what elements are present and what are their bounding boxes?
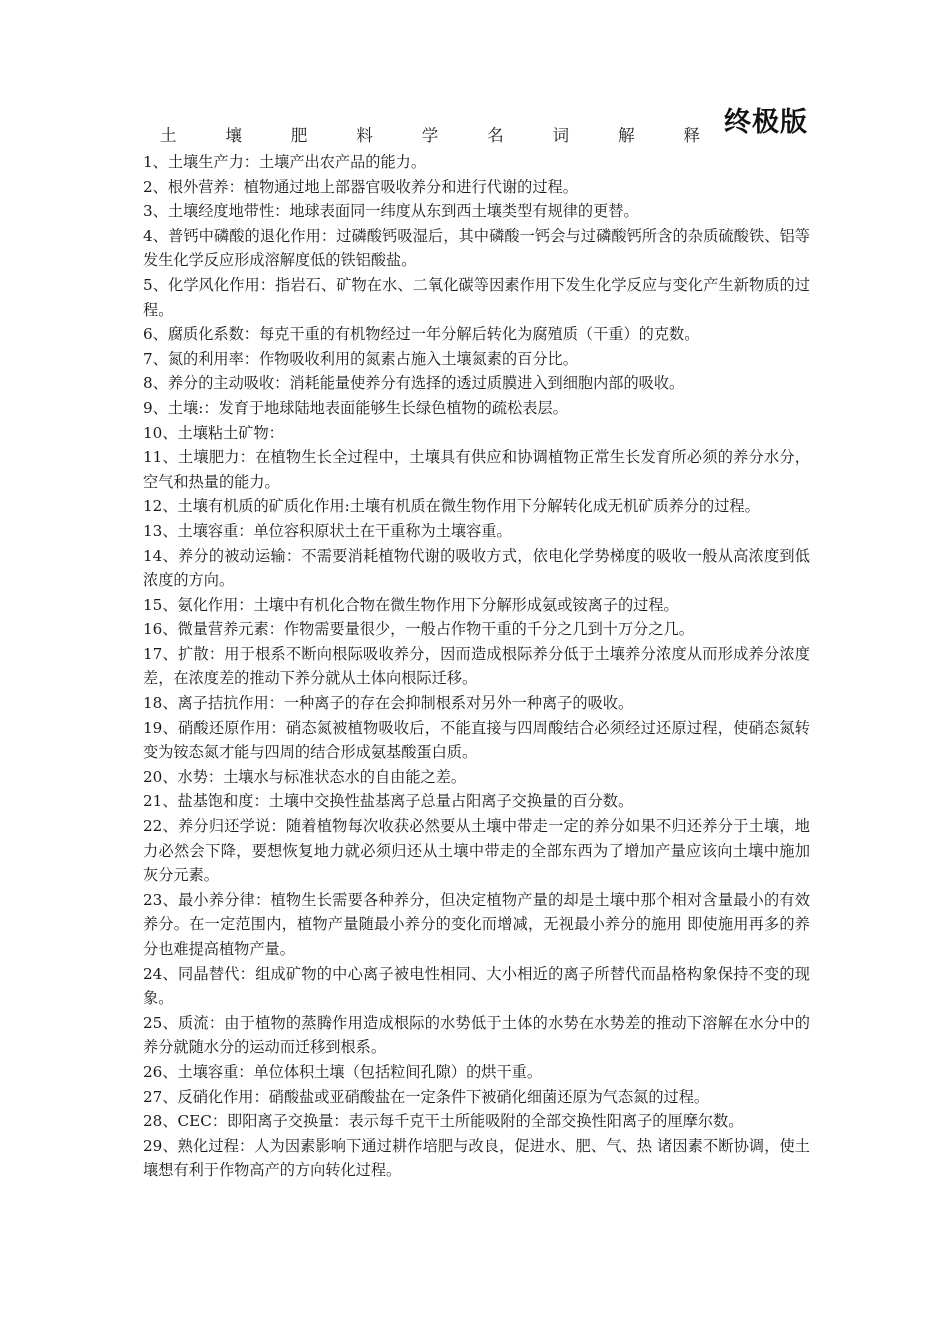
term-entry: 12、土壤有机质的矿质化作用:土壤有机质在微生物作用下分解转化成无机矿质养分的过程。 [143, 497, 760, 516]
term-entry: 21、盐基饱和度：土壤中交换性盐基离子总量占阳离子交换量的百分数。 [143, 792, 634, 811]
term-entry: 18、离子拮抗作用：一种离子的存在会抑制根系对另外一种离子的吸收。 [143, 694, 634, 713]
term-entry: 23、最小养分律：植物生长需要各种养分，但决定植物产量的却是土壤中那个相对含量最小的有效养分。在一定范围内，植物产量随最小养分的变化而增减，无视最小养分的施用 即使施用再多的养分也难提高植物产量。 [143, 890, 810, 958]
term-entry: 13、土壤容重：单位容积原状土在干重称为土壤容重。 [143, 521, 512, 540]
term-entry: 28、CEC：即阳离子交换量：表示每千克干土所能吸附的全部交换性阳离子的厘摩尔数。 [143, 1112, 744, 1131]
term-entry: 14、养分的被动运输：不需要消耗植物代谢的吸收方式，依电化学势梯度的吸收一般从高浓度到低浓度的方向。 [143, 546, 810, 590]
term-entry: 19、硝酸还原作用：硝态氮被植物吸收后，不能直接与四周酸结合必须经过还原过程，使硝态氮转变为铵态氮才能与四周的结合形成氨基酸蛋白质。 [143, 718, 810, 762]
term-entry: 16、微量营养元素：作物需要量很少，一般占作物干重的千分之几到十万分之几。 [143, 620, 694, 639]
term-entry: 24、同晶替代：组成矿物的中心离子被电性相同、大小相近的离子所替代而晶格构象保持不变的现象。 [143, 964, 810, 1008]
title-char: 土 [160, 126, 177, 145]
title-char: 肥 [290, 126, 308, 145]
term-entry: 1、土壤生产力：土壤产出农产品的能力。 [143, 153, 427, 171]
term-entry: 3、土壤经度地带性：地球表面同一纬度从东到西土壤类型有规律的更替。 [143, 202, 639, 221]
term-entry: 6、腐质化系数：每克干重的有机物经过一年分解后转化为腐殖质（干重）的克数。 [143, 325, 700, 344]
document-title [160, 122, 700, 146]
term-entry: 5、化学风化作用：指岩石、矿物在水、二氧化碳等因素作用下发生化学反应与变化产生新物质的过程。 [143, 275, 810, 319]
term-entry: 15、氨化作用：土壤中有机化合物在微生物作用下分解形成氨或铵离子的过程。 [143, 595, 679, 614]
term-entry: 4、普钙中磷酸的退化作用：过磷酸钙吸湿后，其中磷酸一钙会与过磷酸钙所含的杂质硫酸铁、铝等发生化学反应形成溶解度低的铁铝酸盐。 [143, 226, 810, 270]
title-char: 料 [356, 126, 373, 145]
term-entry: 2、根外营养：植物通过地上部器官吸收养分和进行代谢的过程。 [143, 177, 578, 196]
version-stamp: 终极版 [724, 107, 808, 138]
term-entry: 9、土壤:：发育于地球陆地表面能够生长绿色植物的疏松表层。 [143, 398, 568, 417]
term-entry: 11、土壤肥力：在植物生长全过程中，土壤具有供应和协调植物正常生长发育所必须的养分水分，空气和热量的能力。 [143, 448, 810, 491]
term-entry: 8、养分的主动吸收：消耗能量使养分有选择的透过质膜进入到细胞内部的吸收。 [143, 374, 685, 393]
title-char: 名 [487, 126, 504, 145]
term-entry: 27、反硝化作用：硝酸盐或亚硝酸盐在一定条件下被硝化细菌还原为气态氮的过程。 [143, 1087, 710, 1106]
entry-list [143, 150, 810, 1183]
term-entry: 20、水势：土壤水与标准状态水的自由能之差。 [143, 767, 467, 786]
term-entry: 7、氮的利用率：作物吸收利用的氮素占施入土壤氮素的百分比。 [143, 349, 578, 368]
term-entry: 10、土壤粘土矿物： [143, 423, 284, 442]
term-entry: 25、质流：由于植物的蒸腾作用造成根际的水势低于土体的水势在水势差的推动下溶解在水分中的养分就随水分的运动而迁移到根系。 [143, 1013, 810, 1057]
title-char: 学 [421, 126, 439, 145]
title-char: 词 [552, 126, 570, 145]
term-entry: 22、养分归还学说：随着植物每次收获必然要从土壤中带走一定的养分如果不归还养分于土壤，地力必然会下降，要想恢复地力就必须归还从土壤中带走的全部东西为了增加产量应该向土壤中施加灰分元素。 [143, 817, 810, 885]
term-entry: 26、土壤容重：单位体积土壤（包括粒间孔隙）的烘干重。 [143, 1062, 543, 1081]
title-char: 解 [618, 126, 635, 145]
term-entry: 17、扩散：用于根系不断向根际吸收养分，因而造成根际养分低于土壤养分浓度从而形成养分浓度差，在浓度差的推动下养分就从土体向根际迁移。 [143, 644, 810, 688]
term-entry: 29、熟化过程：人为因素影响下通过耕作培肥与改良，促进水、肥、气、热 诸因素不断协调，使土壤想有利于作物高产的方向转化过程。 [143, 1136, 810, 1180]
title-char: 释 [683, 126, 700, 145]
title-char: 壤 [225, 126, 242, 145]
